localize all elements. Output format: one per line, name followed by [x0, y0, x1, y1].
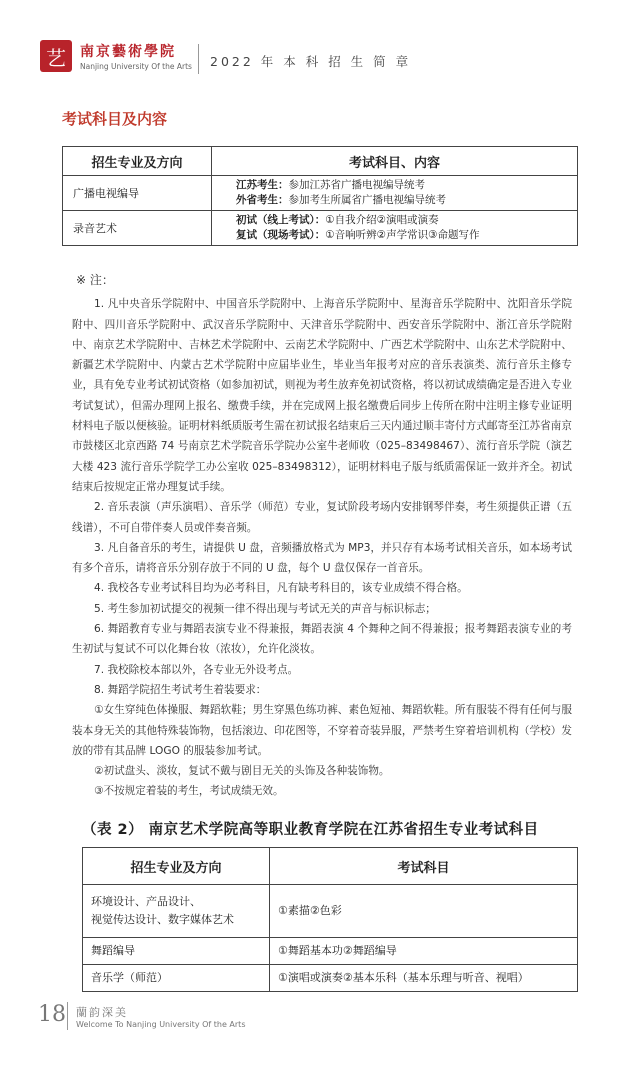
note-item: 5. 考生参加初试提交的视频一律不得出现与考试无关的声音与标识标志； — [94, 602, 436, 615]
note-item: 8. 舞蹈学院招生考试考生着装要求： — [94, 683, 267, 696]
note-item: 7. 我校除校本部以外，各专业无外设考点。 — [94, 663, 299, 676]
subjects-cell: ①演唱或演奏②基本乐科（基本乐理与听音、视唱） — [270, 965, 578, 992]
major-cell: 广播电视编导 — [63, 176, 212, 211]
subject-label: 江苏考生： — [236, 179, 289, 191]
note-subitem: ①女生穿纯色体操服、舞蹈软鞋；男生穿黑色练功裤、素色短袖、舞蹈软鞋。所有服装不得有任何与服装本身无关的其他特殊装饰物，包括滚边、印花图等，不穿着奇装异服，严禁考生穿着培训机构（学校）发放的带有其品牌 LOGO 的服装参加考试。 — [72, 704, 572, 757]
major-cell — [83, 885, 270, 938]
subject-label: 初试（线上考试）： — [236, 214, 326, 226]
table-row — [63, 176, 578, 211]
note-item: 2. 音乐表演（声乐演唱）、音乐学（师范）专业，复试阶段考场内安排钢琴伴奏，考生须提供正谱（五线谱），不可自带伴奏人员或伴奏音频。 — [72, 501, 572, 534]
subjects-cell: ①素描②色彩 — [270, 885, 578, 938]
table-row — [83, 885, 578, 938]
major-cell: 舞蹈编导 — [83, 938, 270, 965]
university-seal-logo: 艺 — [40, 40, 72, 72]
table-row — [83, 965, 578, 992]
subjects-cell — [212, 176, 578, 211]
vocational-exam-table — [82, 847, 578, 992]
subject-label: 外省考生： — [236, 194, 289, 206]
major-line: 环境设计、产品设计、 — [91, 895, 201, 908]
subjects-cell — [212, 211, 578, 246]
table-row — [63, 211, 578, 246]
brochure-title: 2022 年 本 科 招 生 简 章 — [210, 54, 412, 69]
footer-slogan-en: Welcome To Nanjing University Of the Arts — [76, 1020, 246, 1029]
note-subitem: ③不按规定着装的考生，考试成绩无效。 — [94, 785, 284, 798]
column-header-major: 招生专业及方向 — [83, 848, 270, 885]
subject-text: 参加江苏省广播电视编导统考 — [288, 179, 425, 191]
table2-title: （表 2） 南京艺术学院高等职业教育学院在江苏省招生专业考试科目 — [82, 822, 539, 838]
exam-subjects-table — [62, 146, 578, 246]
major-cell: 音乐学（师范） — [83, 965, 270, 992]
subjects-cell: ①舞蹈基本功②舞蹈编导 — [270, 938, 578, 965]
note-item: 6. 舞蹈教育专业与舞蹈表演专业不得兼报，舞蹈表演 4 个舞种之间不得兼报；报考舞蹈表演专业的考生初试与复试不可以化舞台妆（浓妆），允许化淡妆。 — [72, 623, 572, 656]
column-header-major: 招生专业及方向 — [63, 147, 212, 176]
subject-text: ①音响听辨②声学常识③命题写作 — [325, 229, 480, 241]
footer-divider — [67, 1002, 68, 1030]
note-subitem: ②初试盘头、淡妆，复试不戴与剧目无关的头饰及各种装饰物。 — [94, 765, 390, 778]
table-row — [83, 938, 578, 965]
section-title: 考试科目及内容 — [62, 110, 168, 128]
university-name-cn: 南京藝術學院 — [80, 44, 176, 60]
table-header-row — [83, 848, 578, 885]
footer-slogan-cn: 蘭韵深美 — [76, 1006, 128, 1019]
column-header-subjects: 考试科目 — [270, 848, 578, 885]
page-number: 18 — [38, 1002, 66, 1027]
header-divider — [198, 44, 199, 74]
notes-heading: ※ 注： — [76, 273, 114, 287]
university-name-en: Nanjing University Of the Arts — [80, 62, 192, 71]
note-item: 4. 我校各专业考试科目均为必考科目，凡有缺考科目的，该专业成绩不得合格。 — [94, 582, 468, 595]
major-line: 视觉传达设计、数字媒体艺术 — [91, 913, 234, 926]
table-header-row — [63, 147, 578, 176]
note-item: 3. 凡自备音乐的考生，请提供 U 盘，音频播放格式为 MP3，并只存有本场考试相关音乐，如本场考试有多个音乐，请将音乐分别存放于不同的 U 盘，每个 U 盘仅保存一首音乐。 — [72, 541, 572, 575]
major-cell: 录音艺术 — [63, 211, 212, 246]
page-header — [0, 0, 640, 90]
notes-section — [72, 270, 572, 802]
note-item: 1. 凡中央音乐学院附中、中国音乐学院附中、上海音乐学院附中、星海音乐学院附中、沈阳音乐学院附中、四川音乐学院附中、武汉音乐学院附中、天津音乐学院附中、西安音乐学院附中、浙江音乐学院附中、南京艺术学院附中、吉林艺术学院附中、云南艺术学院附中、广西艺术学院附中、山东艺术学院附中、新疆艺术学院附中、内蒙古艺术学院附中应届毕业生，毕业当年报考对应的音乐表演类、流行音乐主修专业，具有免专业考试初试资格（如参加初试，则视为考生放弃免初试资格，将以初试成绩确定是否进入专业考试复试），但需办理网上报名、缴费手续，并在完成网上报名缴费后同步上传所在附中注明主修专业证明材料电子版以便核验。证明材料纸质版考生需在初试报名结束后三天内通过顺丰寄付方式邮寄至江苏省南京市鼓楼区北京西路 74 号南京艺术学院音乐学院办公室牛老师收（025–83498467）、流行音乐学院（演艺大楼 423 流行音乐学院学工办公室收 025–83498312），证明材料电子版与纸质需保证一致并齐全。初试结束后按规定正常办理复试手续。 — [72, 298, 572, 493]
subject-text: 参加考生所属省广播电视编导统考 — [288, 194, 446, 206]
subject-label: 复试（现场考试）： — [236, 229, 326, 241]
column-header-subjects: 考试科目、内容 — [212, 147, 578, 176]
subject-text: ①自我介绍②演唱或演奏 — [325, 214, 439, 226]
